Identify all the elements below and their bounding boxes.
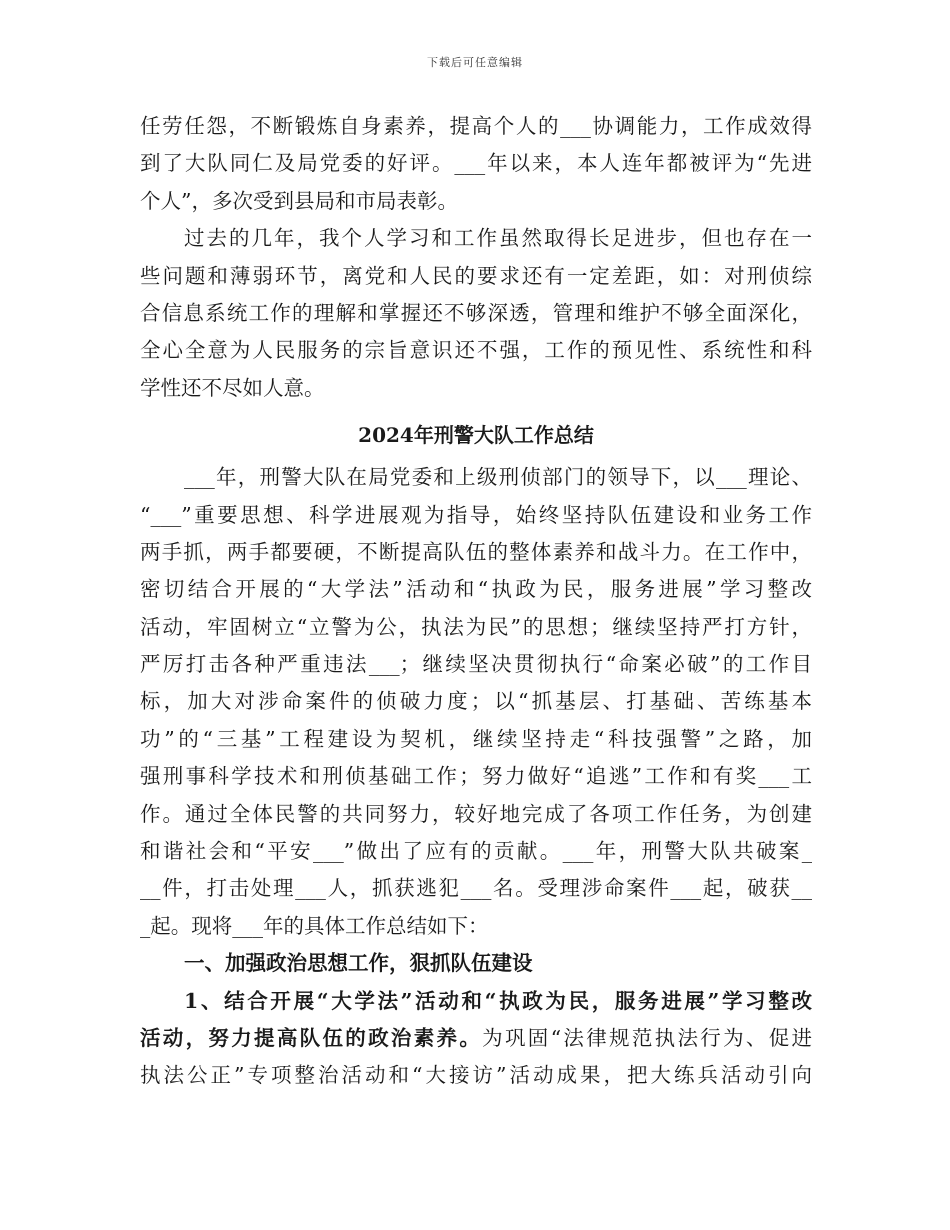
paragraph-2	[140, 220, 812, 407]
paragraph-line: 严厉打击各种严重违法___；继续坚决贯彻执行“命案必破”的工作目	[140, 652, 812, 677]
subheading-text: 活动，努力提高队伍的政治素养。	[140, 1025, 483, 1050]
document-title: 2024年刑警大队工作总结	[358, 423, 594, 448]
paragraph-line: 到了大队同仁及局党委的好评。___年以来，本人连年都被评为“先进	[140, 151, 812, 176]
paragraph-line: _起。现将___年的具体工作总结如下：	[140, 913, 489, 938]
paragraph-text: 为巩固“法律规范执法行为、促进	[482, 1025, 813, 1050]
paragraph-line: __件，打击处理___人，抓获逃犯___名。受理涉命案件___起，破获__	[140, 876, 812, 901]
paragraph-line: 和谐社会和“平安___”做出了应有的贡献。___年，刑警大队共破案_	[140, 839, 812, 864]
page-header: 下载后可任意编辑	[427, 56, 523, 69]
paragraph-line: 1、结合开展“大学法”活动和“执政为民，服务进展”学习整改	[184, 988, 812, 1013]
section-heading: 一、加强政治思想工作，狠抓队伍建设	[184, 951, 533, 976]
paragraph-line: 密切结合开展的“大学法”活动和“执政为民，服务进展”学习整改	[140, 577, 812, 602]
paragraph-1	[140, 108, 812, 220]
paragraph-line: 执法公正”专项整治活动和“大接访”活动成果，把大练兵活动引向	[140, 1063, 812, 1088]
paragraph-line	[140, 1020, 812, 1057]
paragraph-line: 过去的几年，我个人学习和工作虽然取得长足进步，但也存在一	[184, 226, 812, 251]
paragraph-line: 学性还不尽如人意。	[140, 375, 325, 400]
paragraph-line: 合信息系统工作的理解和掌握还不够深透，管理和维护不够全面深化，	[140, 300, 812, 325]
paragraph-4	[140, 983, 812, 1095]
paragraph-3	[140, 459, 812, 945]
paragraph-line: 作。通过全体民警的共同努力，较好地完成了各项工作任务，为创建	[140, 801, 812, 826]
paragraph-line: “___”重要思想、科学进展观为指导，始终坚持队伍建设和业务工作	[140, 502, 812, 527]
paragraph-line: 任劳任怨，不断锻炼自身素养，提高个人的___协调能力，工作成效得	[140, 114, 812, 138]
paragraph-line: 强刑事科学技术和刑侦基础工作；努力做好“追逃”工作和有奖___工	[140, 764, 812, 789]
paragraph-line: 两手抓，两手都要硬，不断提高队伍的整体素养和战斗力。在工作中，	[140, 539, 812, 564]
paragraph-line: 些问题和薄弱环节，离党和人民的要求还有一定差距，如：对刑侦综	[140, 263, 812, 288]
paragraph-line: 功”的“三基”工程建设为契机，继续坚持走“科技强警”之路，加	[140, 726, 812, 751]
paragraph-line: 活动，牢固树立“立警为公，执法为民”的思想；继续坚持严打方针，	[140, 614, 812, 639]
paragraph-line: 个人”，多次受到县局和市局表彰。	[140, 188, 458, 213]
document-body	[140, 108, 812, 1095]
paragraph-line: 全心全意为人民服务的宗旨意识还不强，工作的预见性、系统性和科	[140, 338, 812, 363]
paragraph-line: 标，加大对涉命案件的侦破力度；以“抓基层、打基础、苦练基本	[140, 689, 812, 714]
paragraph-line: ___年，刑警大队在局党委和上级刑侦部门的领导下，以___理论、	[184, 465, 812, 490]
